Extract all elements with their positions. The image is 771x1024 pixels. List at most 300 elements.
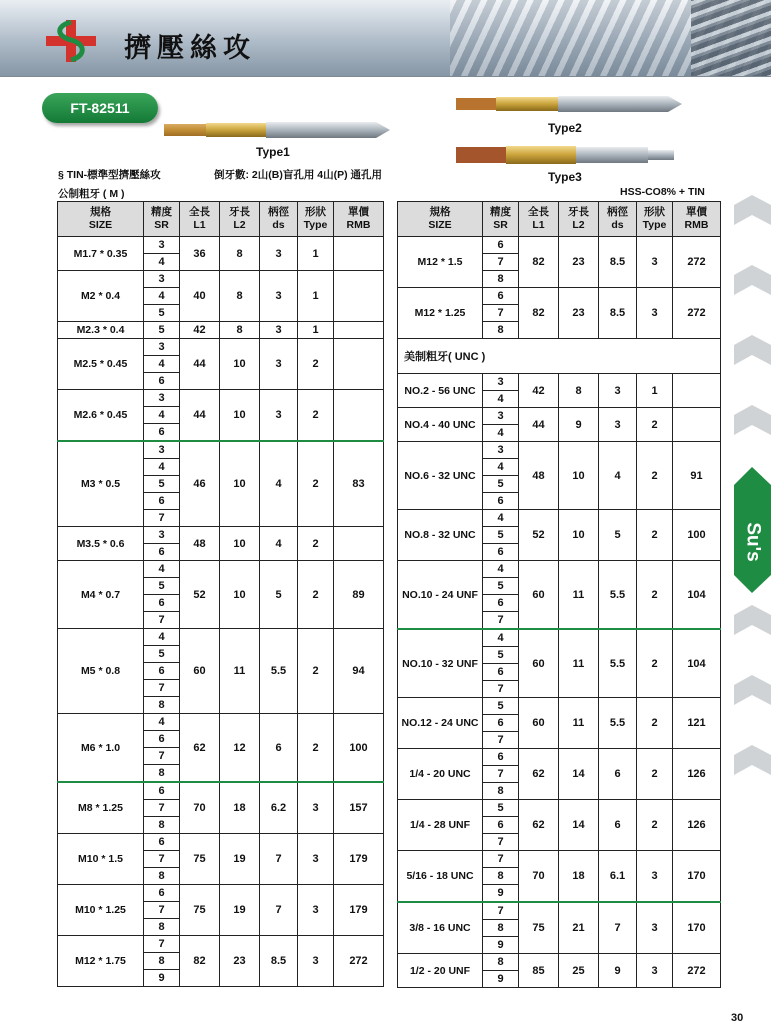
tap-type1-image [164,116,396,142]
l2-cell: 23 [220,936,260,987]
sr-cell: 4 [144,254,180,271]
sr-cell: 7 [483,902,519,920]
column-header-zh: 精度 [490,206,511,218]
table-row [58,271,384,288]
sr-cell: 4 [144,714,180,731]
l2-cell: 10 [559,442,599,510]
column-header-en: ds [611,219,624,231]
size-cell: NO.8 - 32 UNC [398,510,483,561]
coating-note: § TIN-標準型擠壓絲攻 [58,169,161,181]
type-cell: 3 [298,885,334,936]
l1-cell: 62 [519,749,559,800]
tool-photo-decoration [691,0,771,77]
size-cell: 1/4 - 28 UNF [398,800,483,851]
ds-cell: 3 [260,237,298,271]
sr-cell: 7 [483,732,519,749]
size-cell: M10 * 1.5 [58,834,144,885]
table-row [398,749,721,766]
sr-cell: 5 [144,322,180,339]
rmb-cell [334,237,384,271]
rmb-cell: 104 [673,561,721,630]
table-row [398,237,721,254]
ds-cell: 8.5 [599,288,637,339]
unc-section-label: 美制粗牙( UNC ) [398,339,721,374]
rmb-cell: 104 [673,629,721,698]
column-header [559,202,599,237]
sr-cell: 8 [483,783,519,800]
sr-cell: 6 [483,817,519,834]
sr-cell: 7 [483,681,519,698]
size-cell: M1.7 * 0.35 [58,237,144,271]
sr-cell: 6 [483,664,519,681]
sr-cell: 7 [483,254,519,271]
l1-cell: 44 [180,339,220,390]
size-cell: M12 * 1.5 [398,237,483,288]
size-cell: NO.4 - 40 UNC [398,408,483,442]
sr-cell: 7 [483,305,519,322]
rmb-cell [673,374,721,408]
sr-cell: 8 [483,322,519,339]
sr-cell: 8 [144,953,180,970]
table-row [58,237,384,254]
size-cell: NO.12 - 24 UNC [398,698,483,749]
sr-cell: 6 [483,544,519,561]
type-cell: 3 [298,834,334,885]
sr-cell: 3 [144,339,180,356]
ds-cell: 3 [599,408,637,442]
size-cell: M5 * 0.8 [58,629,144,714]
chamfer-note: 倒牙數: 2山(B)盲孔用 4山(P) 通孔用 [214,169,382,181]
sr-cell: 6 [144,424,180,442]
column-header-zh: 柄徑 [268,206,289,218]
type-cell: 2 [298,441,334,527]
sr-cell: 8 [144,868,180,885]
size-cell: M3.5 * 0.6 [58,527,144,561]
sr-cell: 7 [483,612,519,630]
l1-cell: 85 [519,954,559,988]
table-row [58,629,384,646]
ds-cell: 3 [260,339,298,390]
table-row [398,408,721,425]
rmb-cell: 272 [334,936,384,987]
table-row [58,322,384,339]
column-header [398,202,483,237]
column-header-zh: 單價 [348,206,369,218]
type-cell: 2 [298,390,334,442]
sr-cell: 8 [483,868,519,885]
sr-cell: 7 [144,936,180,953]
ds-cell: 5 [599,510,637,561]
l1-cell: 82 [519,237,559,288]
l1-cell: 60 [519,629,559,698]
sr-cell: 4 [144,561,180,578]
l1-cell: 75 [180,834,220,885]
l1-cell: 60 [519,698,559,749]
table-row [398,629,721,647]
sr-cell: 5 [483,476,519,493]
ds-cell: 5.5 [260,629,298,714]
column-header [673,202,721,237]
size-cell: 3/8 - 16 UNC [398,902,483,954]
sr-cell: 7 [144,510,180,527]
sr-cell: 7 [144,612,180,629]
sr-cell: 3 [144,527,180,544]
type-cell: 2 [298,527,334,561]
ds-cell: 3 [260,322,298,339]
l2-cell: 8 [559,374,599,408]
ds-cell: 7 [260,885,298,936]
sr-cell: 3 [144,237,180,254]
column-header [180,202,220,237]
sr-cell: 4 [144,459,180,476]
l2-cell: 19 [220,885,260,936]
sr-cell: 4 [144,288,180,305]
type-cell: 1 [637,374,673,408]
column-header [519,202,559,237]
model-badge: FT-82511 [42,93,158,123]
rmb-cell [334,322,384,339]
type-cell: 2 [298,714,334,783]
type-cell: 1 [298,322,334,339]
ds-cell: 5.5 [599,698,637,749]
l2-cell: 23 [559,237,599,288]
ds-cell: 6.2 [260,782,298,834]
ds-cell: 6.1 [599,851,637,903]
type-cell: 1 [298,237,334,271]
column-header [483,202,519,237]
l2-cell: 19 [220,834,260,885]
ds-cell: 7 [599,902,637,954]
sr-cell: 8 [144,919,180,936]
l2-cell: 18 [559,851,599,903]
l1-cell: 82 [180,936,220,987]
ds-cell: 8.5 [260,936,298,987]
l1-cell: 42 [180,322,220,339]
sr-cell: 4 [483,629,519,647]
sr-cell: 5 [144,578,180,595]
size-cell: 1/4 - 20 UNC [398,749,483,800]
column-header [58,202,144,237]
type-cell: 2 [298,339,334,390]
sr-cell: 4 [483,391,519,408]
sr-cell: 4 [144,629,180,646]
l1-cell: 52 [519,510,559,561]
column-header-zh: 形狀 [644,206,665,218]
type-cell: 3 [637,851,673,903]
column-header-en: L1 [532,219,545,231]
sr-cell: 7 [483,834,519,851]
rmb-cell [334,339,384,390]
column-header-en: Type [642,219,667,231]
size-cell: M3 * 0.5 [58,441,144,527]
sr-cell: 7 [144,680,180,697]
size-cell: NO.6 - 32 UNC [398,442,483,510]
l1-cell: 52 [180,561,220,629]
page-number: 30 [731,1012,744,1024]
l2-cell: 10 [220,390,260,442]
type-cell: 3 [637,237,673,288]
column-header-en: RMB [346,219,371,231]
column-header [637,202,673,237]
column-header-zh: 牙長 [568,206,589,218]
type-cell: 3 [298,936,334,987]
sr-cell: 8 [144,697,180,714]
type2-caption: Type2 [548,121,582,135]
type-cell: 2 [637,749,673,800]
l1-cell: 75 [519,902,559,954]
rmb-cell: 179 [334,885,384,936]
l2-cell: 23 [559,288,599,339]
sr-cell: 6 [144,834,180,851]
sr-cell: 6 [144,731,180,748]
rmb-cell: 179 [334,834,384,885]
sr-cell: 6 [144,595,180,612]
l1-cell: 44 [180,390,220,442]
size-cell: M2.3 * 0.4 [58,322,144,339]
table-row [58,527,384,544]
ds-cell: 5.5 [599,561,637,630]
sr-cell: 4 [483,425,519,442]
rmb-cell: 126 [673,800,721,851]
ds-cell: 3 [260,390,298,442]
sr-cell: 8 [483,920,519,937]
sr-cell: 8 [144,765,180,783]
rmb-cell [673,408,721,442]
sr-cell: 3 [483,374,519,391]
size-cell: 5/16 - 18 UNC [398,851,483,903]
table-row [58,441,384,459]
type-cell: 2 [637,800,673,851]
column-header-zh: 精度 [151,206,172,218]
type-cell: 3 [637,954,673,988]
l2-cell: 10 [220,441,260,527]
rmb-cell: 272 [673,954,721,988]
table-row [398,374,721,391]
column-header [144,202,180,237]
column-header-zh: 柄徑 [607,206,628,218]
column-header-en: Type [303,219,328,231]
l1-cell: 82 [519,288,559,339]
ds-cell: 9 [599,954,637,988]
size-cell: M12 * 1.25 [398,288,483,339]
type3-caption: Type3 [548,170,582,184]
size-cell: M2.6 * 0.45 [58,390,144,442]
column-header-en: L2 [233,219,246,231]
type-cell: 2 [637,698,673,749]
type-cell: 2 [637,629,673,698]
rmb-cell: 272 [673,237,721,288]
type-cell: 2 [637,510,673,561]
ds-cell: 3 [260,271,298,322]
l2-cell: 12 [220,714,260,783]
l2-cell: 21 [559,902,599,954]
column-header [260,202,298,237]
l2-cell: 11 [559,561,599,630]
sr-cell: 6 [144,373,180,390]
l2-cell: 11 [559,629,599,698]
sr-cell: 6 [144,663,180,680]
table-row [398,954,721,971]
sr-cell: 6 [483,595,519,612]
column-header [220,202,260,237]
column-header-zh: 牙長 [229,206,250,218]
size-cell: M6 * 1.0 [58,714,144,783]
l1-cell: 60 [519,561,559,630]
l2-cell: 8 [220,322,260,339]
table-row [58,834,384,851]
l1-cell: 60 [180,629,220,714]
rmb-cell: 157 [334,782,384,834]
size-cell: M2 * 0.4 [58,271,144,322]
column-header-zh: 規格 [90,206,111,218]
sr-cell: 6 [483,749,519,766]
rmb-cell: 126 [673,749,721,800]
rmb-cell: 170 [673,902,721,954]
l2-cell: 10 [220,561,260,629]
rmb-cell: 91 [673,442,721,510]
sr-cell: 8 [483,954,519,971]
sr-cell: 4 [483,459,519,476]
table-row [58,561,384,578]
l2-cell: 10 [220,527,260,561]
l1-cell: 48 [519,442,559,510]
column-header [298,202,334,237]
table-row [398,902,721,920]
column-header-zh: 單價 [686,206,707,218]
size-cell: M8 * 1.25 [58,782,144,834]
l2-cell: 14 [559,800,599,851]
type-cell: 2 [637,408,673,442]
ds-cell: 5 [260,561,298,629]
tap-type3-image [456,142,684,168]
column-header-zh: 全長 [528,206,549,218]
ds-cell: 4 [599,442,637,510]
sr-cell: 6 [483,237,519,254]
l2-cell: 11 [559,698,599,749]
sr-cell: 6 [483,493,519,510]
table-row [58,390,384,407]
type1-caption: Type1 [256,145,290,159]
left-spec-table [57,201,384,987]
sr-cell: 3 [144,390,180,407]
l2-cell: 8 [220,237,260,271]
table-row [398,442,721,459]
ds-cell: 6 [260,714,298,783]
sr-cell: 7 [483,851,519,868]
l1-cell: 36 [180,237,220,271]
size-cell: NO.2 - 56 UNC [398,374,483,408]
sr-cell: 9 [144,970,180,987]
sr-cell: 5 [144,646,180,663]
l1-cell: 48 [180,527,220,561]
page-title: 擠壓絲攻 [124,33,256,64]
table-row [398,510,721,527]
size-cell: M2.5 * 0.45 [58,339,144,390]
table-row [58,936,384,953]
right-spec-table [397,201,721,988]
sr-cell: 5 [483,647,519,664]
sr-cell: 3 [483,408,519,425]
sr-cell: 3 [144,441,180,459]
rmb-cell: 121 [673,698,721,749]
l1-cell: 46 [180,441,220,527]
ds-cell: 4 [260,441,298,527]
size-cell: NO.10 - 24 UNF [398,561,483,630]
l2-cell: 14 [559,749,599,800]
rmb-cell: 100 [673,510,721,561]
l1-cell: 62 [519,800,559,851]
side-tab-label-wrap [734,487,771,597]
material-label: HSS-CO8% + TIN [620,186,705,198]
sr-cell: 4 [483,561,519,578]
sr-cell: 6 [144,493,180,510]
ds-cell: 4 [260,527,298,561]
l1-cell: 40 [180,271,220,322]
sr-cell: 7 [144,800,180,817]
ds-cell: 6 [599,800,637,851]
ds-cell: 8.5 [599,237,637,288]
l2-cell: 11 [220,629,260,714]
sr-cell: 8 [483,271,519,288]
sus-logo [46,20,96,62]
sr-cell: 7 [483,766,519,783]
sr-cell: 6 [144,782,180,800]
table-row [398,800,721,817]
l1-cell: 42 [519,374,559,408]
sr-cell: 4 [144,356,180,373]
type-cell: 3 [637,288,673,339]
size-cell: NO.10 - 32 UNF [398,629,483,698]
column-header [334,202,384,237]
sr-cell: 5 [483,698,519,715]
sr-cell: 5 [483,578,519,595]
sr-cell: 4 [144,407,180,424]
table-row [58,885,384,902]
rmb-cell: 94 [334,629,384,714]
l1-cell: 44 [519,408,559,442]
size-cell: 1/2 - 20 UNF [398,954,483,988]
sr-cell: 5 [483,800,519,817]
sr-cell: 9 [483,937,519,954]
l2-cell: 25 [559,954,599,988]
sr-cell: 3 [483,442,519,459]
sr-cell: 4 [483,510,519,527]
table-row [58,782,384,800]
rmb-cell: 272 [673,288,721,339]
column-header-en: SR [493,219,508,231]
table-row [58,339,384,356]
column-header-en: L1 [193,219,206,231]
sr-cell: 8 [144,817,180,834]
l2-cell: 10 [559,510,599,561]
sr-cell: 6 [144,885,180,902]
size-cell: M4 * 0.7 [58,561,144,629]
l1-cell: 70 [519,851,559,903]
rmb-cell: 170 [673,851,721,903]
table-row [398,698,721,715]
table-row [58,714,384,731]
rmb-cell [334,390,384,442]
sr-cell: 5 [144,305,180,322]
sr-cell: 3 [144,271,180,288]
l2-cell: 9 [559,408,599,442]
l2-cell: 10 [220,339,260,390]
rmb-cell: 89 [334,561,384,629]
column-header-en: RMB [684,219,709,231]
rmb-cell [334,527,384,561]
column-header-en: ds [272,219,285,231]
type-cell: 3 [637,902,673,954]
